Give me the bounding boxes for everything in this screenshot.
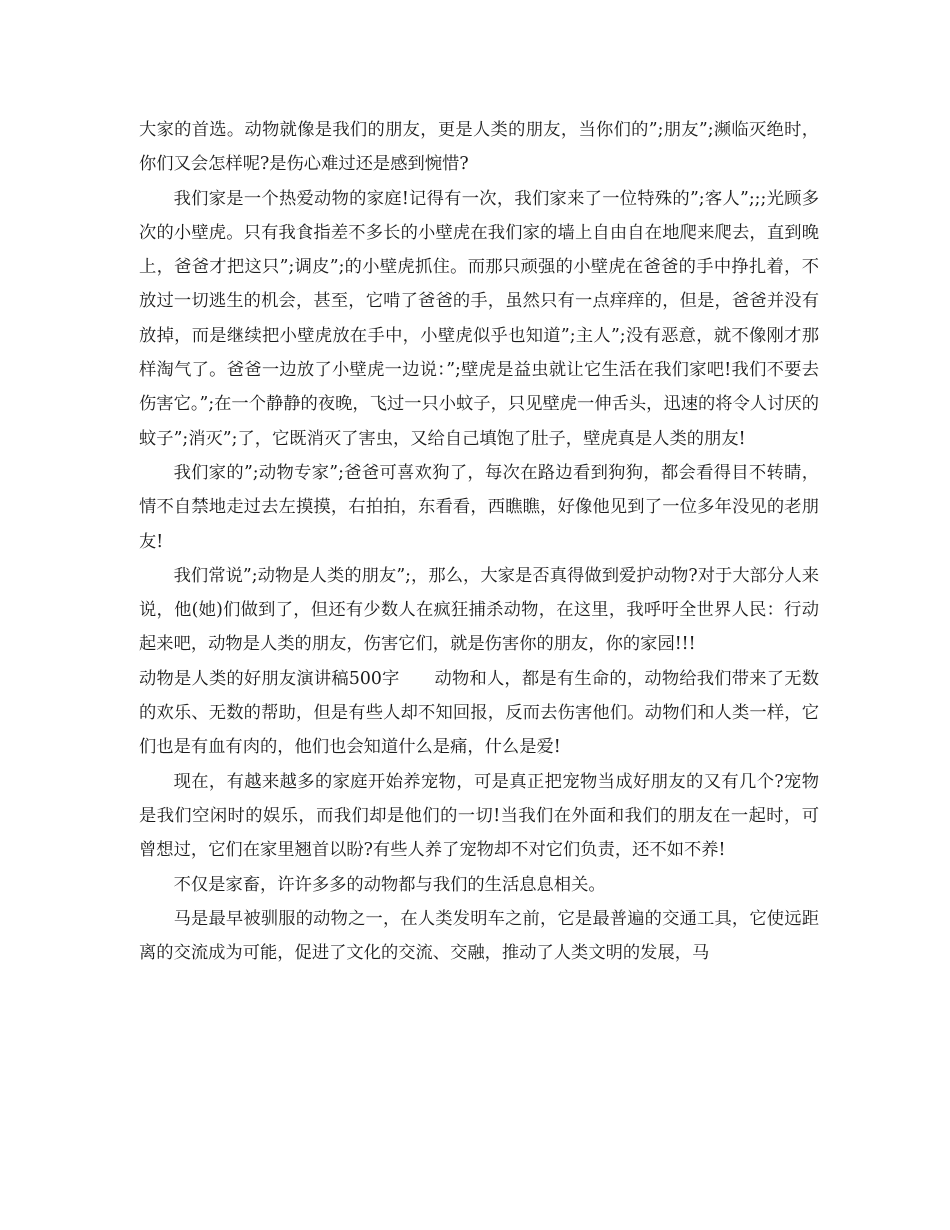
paragraph: 我们常说”;动物是人类的朋友”;，那么，大家是否真得做到爱护动物?对于大部分人来说，他(她)们做到了，但还有少数人在疯狂捕杀动物，在这里，我呼吁全世界人民：行动起来吧，动物是人类的朋友，伤害它们，就是伤害你的朋友，你的家园!!!	[139, 565, 819, 655]
paragraph: 现在，有越来越多的家庭开始养宠物，可是真正把宠物当成好朋友的又有几个?宠物是我们空闲时的娱乐，而我们却是他们的一切!当我们在外面和我们的朋友在一起时，可曾想过，它们在家里翘首以盼?有些人养了宠物却不对它们负责，还不如不养!	[139, 771, 819, 861]
paragraph: 大家的首选。动物就像是我们的朋友，更是人类的朋友，当你们的”;朋友”;濒临灭绝时，你们又会怎样呢?是伤心难过还是感到惋惜?	[139, 120, 819, 175]
paragraph: 我们家的”;动物专家”;爸爸可喜欢狗了，每次在路边看到狗狗，都会看得目不转睛，情不自禁地走过去左摸摸，右拍拍，东看看，西瞧瞧，好像他见到了一位多年没见的老朋友!	[139, 462, 819, 552]
paragraph: 我们家是一个热爱动物的家庭!记得有一次，我们家来了一位特殊的”;客人”;;;光顾多次的小壁虎。只有我食指差不多长的小壁虎在我们家的墙上自由自在地爬来爬去，直到晚上，爸爸才把这只”;调皮”;的小壁虎抓住。而那只顽强的小壁虎在爸爸的手中挣扎着，不放过一切逃生的机会，甚至，它啃了爸爸的手，虽然只有一点痒痒的，但是，爸爸并没有放掉，而是继续把小壁虎放在手中，小壁虎似乎也知道”;主人”;没有恶意，就不像刚才那样淘气了。爸爸一边放了小壁虎一边说：”;壁虎是益虫就让它生活在我们家吧!我们不要去伤害它。”;在一个静静的夜晚，飞过一只小蚊子，只见壁虎一伸舌头，迅速的将令人讨厌的蚊子”;消灭”;了，它既消灭了害虫，又给自己填饱了肚子，壁虎真是人类的朋友!	[139, 188, 819, 449]
paragraph: 不仅是家畜，许许多多的动物都与我们的生活息息相关。	[173, 874, 606, 895]
document-body	[139, 113, 819, 970]
paragraph-with-title: 动物是人类的好朋友演讲稿500字 动物和人，都是有生命的，动物给我们带来了无数的欢乐、无数的帮助，但是有些人却不知回报，反而去伤害他们。动物们和人类一样，它们也是有血有肉的，他们也会知道什么是痛，什么是爱!	[139, 668, 819, 758]
paragraph: 马是最早被驯服的动物之一，在人类发明车之前，它是最普遍的交通工具，它使远距离的交流成为可能，促进了文化的交流、交融，推动了人类文明的发展，马	[139, 908, 819, 964]
